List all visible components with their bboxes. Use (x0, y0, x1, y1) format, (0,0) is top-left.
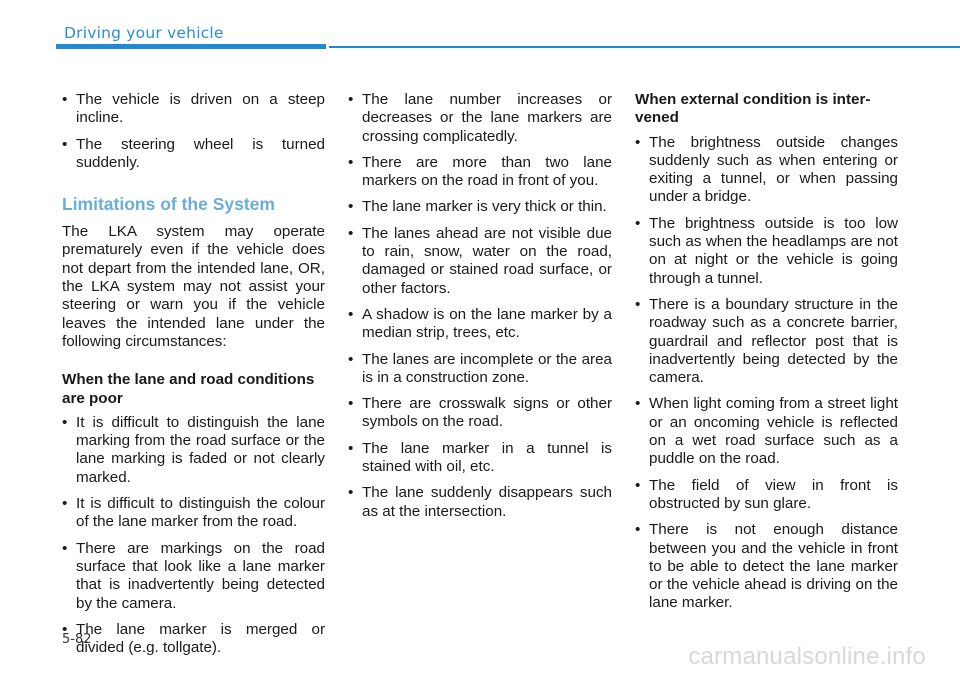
list-item: • The lane marker is very thick or thin. (348, 198, 612, 216)
sub-heading: When external condition is inter-vened (635, 91, 871, 127)
column-3 (635, 91, 898, 621)
list-item: • It is difficult to distinguish the colour of the lane marker from the road. (62, 495, 325, 532)
column-2 (348, 91, 612, 529)
column-1 (62, 91, 325, 665)
list-item: • There is not enough distance between you and the vehicle in front to be able to detect the lane marker or the vehicle ahead is driving on the lane marker. (635, 521, 898, 612)
list-item: • The brightness outside changes suddenly such as when entering or exiting a tunnel, or when passing under a bridge. (635, 134, 898, 207)
bullet-list (348, 91, 612, 521)
list-item: • The lane number increases or decreases or the lane markers are crossing complicatedly. (348, 91, 612, 146)
list-item: • The lane suddenly disappears such as at the intersection. (348, 484, 612, 521)
bullet-list (635, 134, 898, 613)
list-item: • There is a boundary structure in the roadway such as a concrete barrier, guardrail and reflector post that is inadvertently being detected by the camera. (635, 296, 898, 387)
list-item: • There are crosswalk signs or other symbols on the road. (348, 395, 612, 432)
list-item: • There are more than two lane markers on the road in front of you. (348, 154, 612, 191)
list-item: • The brightness outside is too low such as when the headlamps are not on at night or the vehicle is going through a tunnel. (635, 215, 898, 288)
list-item: • The steering wheel is turned suddenly. (62, 136, 325, 173)
header-rule-thick (56, 44, 326, 49)
list-item: • It is difficult to distinguish the lane marking from the road surface or the lane marking is faded or not clearly marked. (62, 414, 325, 487)
list-item: • The lanes are incomplete or the area is in a construction zone. (348, 351, 612, 388)
list-item: • When light coming from a street light or an oncoming vehicle is reflected on a wet road surface such as a puddle on the road. (635, 395, 898, 468)
list-item: • The lane marker is merged or divided (e.g. tollgate). (62, 621, 325, 658)
page-number: 5-82 (62, 632, 92, 647)
section-title: Limitations of the System (62, 194, 275, 215)
watermark: carmanualsonline.info (688, 643, 926, 670)
list-item: • The field of view in front is obstructed by sun glare. (635, 477, 898, 514)
bullet-list-top (62, 91, 325, 172)
list-item: • The lanes ahead are not visible due to rain, snow, water on the road, damaged or stained road surface, or other factors. (348, 225, 612, 298)
sub-heading: When the lane and road conditions are poor (62, 371, 315, 407)
section-header: Driving your vehicle (64, 24, 224, 42)
body-paragraph: The LKA system may operate prematurely even if the vehicle does not depart from the intended lane, OR, the LKA system may not assist your steering or warn you if the vehicle leaves the intended lane under the following circumstances: (62, 223, 325, 350)
header-rule-thin (329, 46, 960, 48)
list-item: • There are markings on the road surface that look like a lane marker that is inadvertently being detected by the camera. (62, 540, 325, 613)
list-item: • The vehicle is driven on a steep incline. (62, 91, 325, 128)
list-item: • A shadow is on the lane marker by a median strip, trees, etc. (348, 306, 612, 343)
list-item: • The lane marker in a tunnel is stained with oil, etc. (348, 440, 612, 477)
bullet-list (62, 414, 325, 658)
